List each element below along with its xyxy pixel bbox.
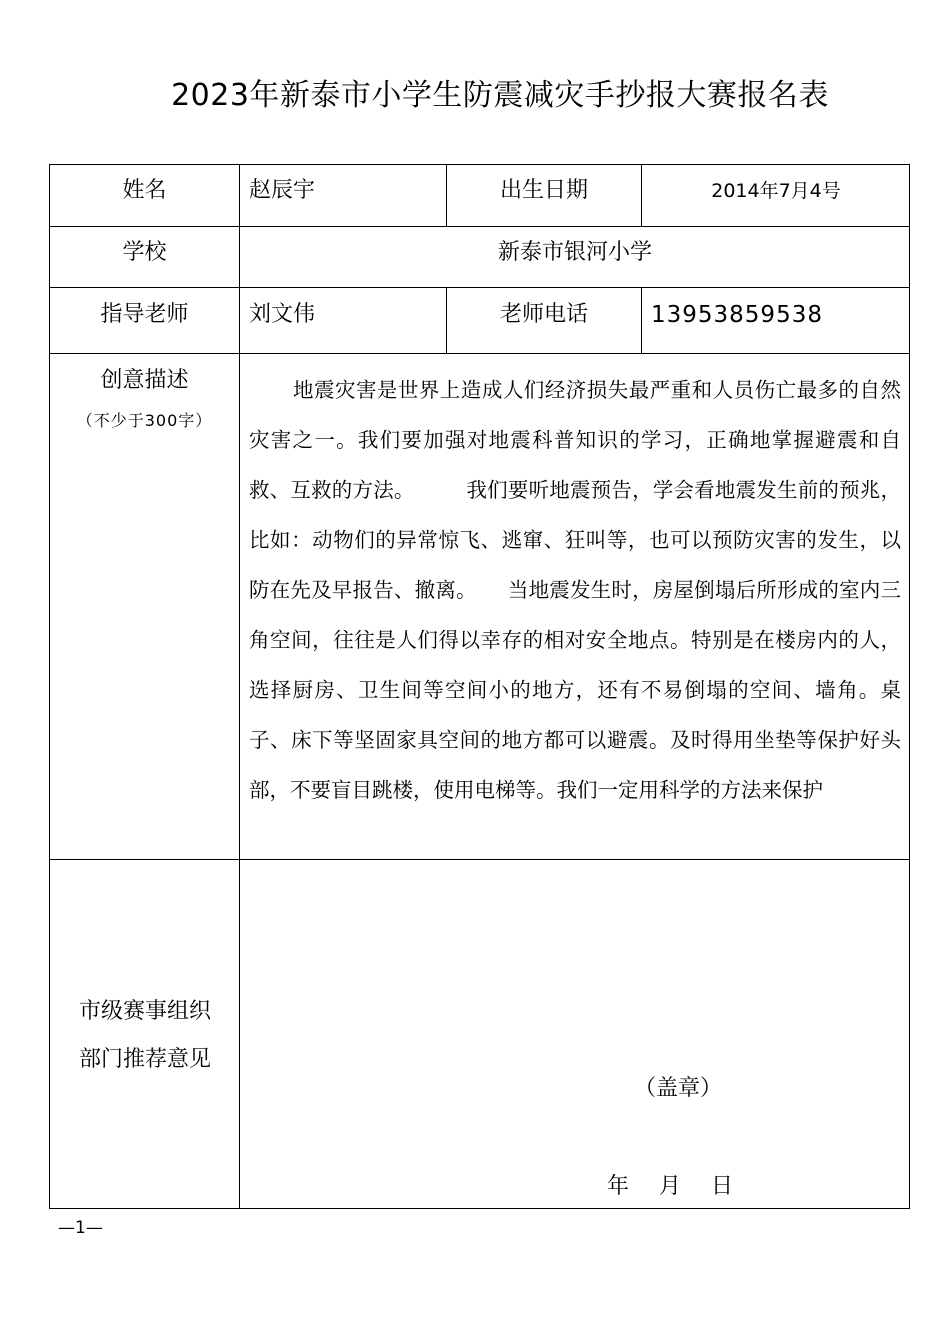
teacher-phone-label: 老师电话 <box>499 302 588 327</box>
recommendation-label-line1: 市级赛事组织 <box>78 999 211 1024</box>
row-divider <box>50 287 909 288</box>
description-text: 地震灾害是世界上造成人们经济损失最严重和人员伤亡最多的自然灾害之一。我们要加强对地震科普知识的学习，正确地掌握避震和自救、互救的方法。 我们要听地震预告，学会看地震发生前的预兆，比如：动物们的异常惊飞、逃窜、狂叫等，也可以预防灾害的发生，以防在先及早报告、撤离。 当地震发生时，房屋倒塌后所形成的室内三角空间，往往是人们得以幸存的相对安全地点。特别是在楼房内的人，选择厨房、卫生间等空间小的地方，还有不易倒塌的空间、墙角。桌子、床下等坚固家具空间的地方都可以避震。及时得用坐垫等保护好头部，不要盲目跳楼，使用电梯等。我们一定用科学的方法来保护 <box>249 378 901 802</box>
description-note: （不少于300字） <box>76 411 213 430</box>
stamp-text: （盖章） <box>634 1076 723 1101</box>
name-value: 赵辰宇 <box>249 178 316 203</box>
school-label: 学校 <box>122 240 167 265</box>
name-label: 姓名 <box>122 178 167 203</box>
teacher-phone-value: 13953859538 <box>651 302 823 328</box>
teacher-value: 刘文伟 <box>249 302 316 327</box>
recommendation-label-line2: 部门推荐意见 <box>78 1047 211 1072</box>
row-divider <box>50 226 909 227</box>
description-label: 创意描述 <box>100 368 189 393</box>
birth-date-value: 2014年7月4号 <box>711 180 841 202</box>
school-value: 新泰市银河小学 <box>497 240 652 265</box>
date-line: 年 月 日 <box>607 1174 738 1199</box>
column-divider <box>641 287 642 353</box>
row-divider <box>50 859 909 860</box>
page-title: 2023年新泰市小学生防震减灾手抄报大赛报名表 <box>171 78 829 113</box>
registration-form-table <box>49 164 910 1209</box>
teacher-label: 指导老师 <box>100 302 189 327</box>
birth-date-label: 出生日期 <box>499 178 588 203</box>
row-divider <box>50 353 909 354</box>
page-number: —1— <box>58 1218 103 1238</box>
